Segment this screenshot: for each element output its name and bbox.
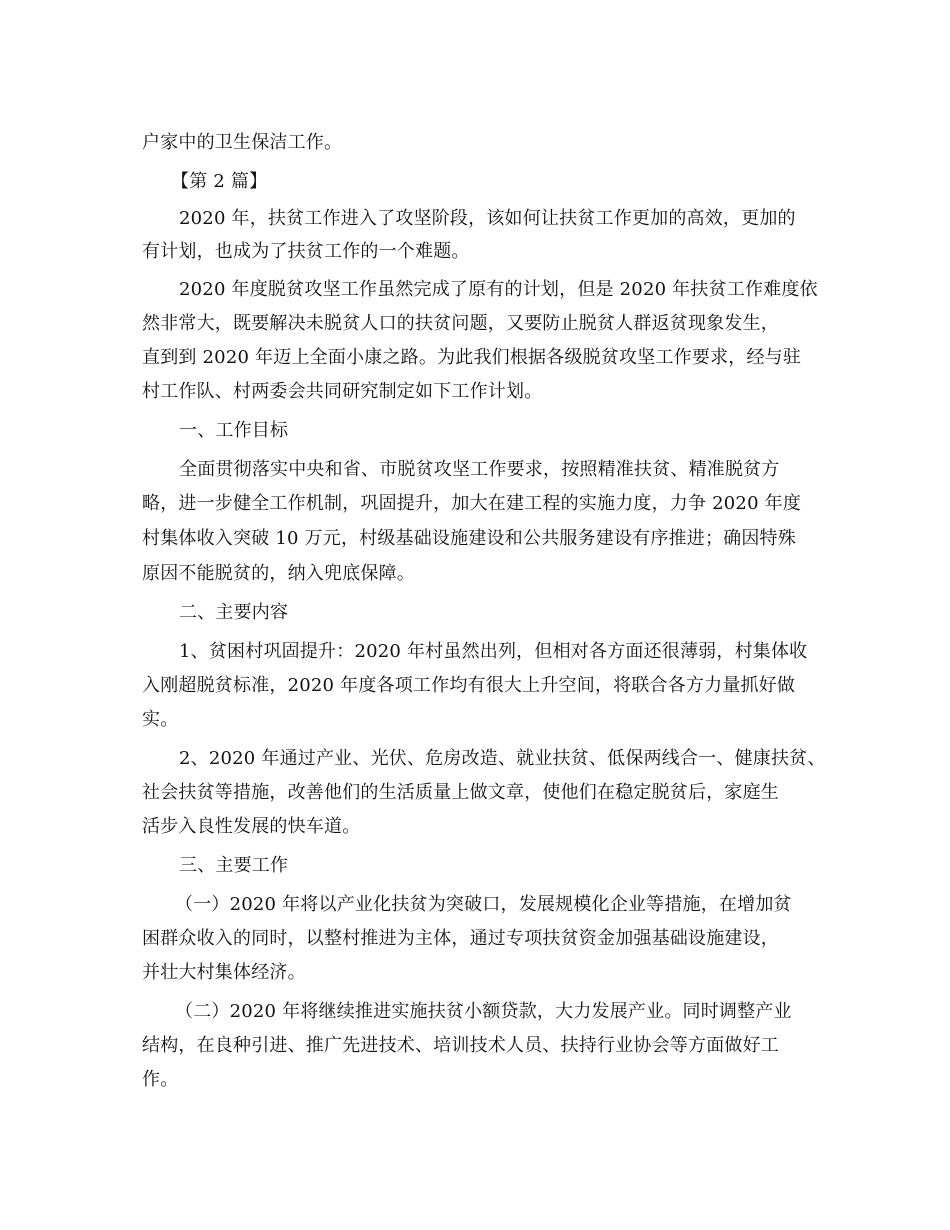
text-line: 村工作队、村两委会共同研究制定如下工作计划。 [142, 381, 543, 402]
text-line: 2020 年度脱贫攻坚工作虽然完成了原有的计划，但是 2020 年扶贫工作难度依 [179, 279, 818, 300]
text-line: 困群众收入的同时，以整村推进为主体，通过专项扶贫资金加强基础设施建设， [142, 928, 779, 949]
text-line: 入刚超脱贫标准，2020 年度各项工作均有很大上升空间，将联合各方力量抓好做 [142, 675, 796, 696]
text-line: 作。 [142, 1069, 179, 1090]
text-line: 并壮大村集体经济。 [142, 962, 306, 983]
text-line: 活步入良性发展的快车道。 [142, 816, 361, 837]
text-line: 然非常大，既要解决未脱贫人口的扶贫问题，又要防止脱贫人群返贫现象发生， [142, 313, 779, 334]
text-line: 2020 年，扶贫工作进入了攻坚阶段，该如何让扶贫工作更加的高效，更加的 [179, 208, 796, 229]
text-line: 户家中的卫生保洁工作。 [142, 132, 343, 153]
section-heading: 三、主要工作 [179, 855, 289, 876]
text-line: （一）2020 年将以产业化扶贫为突破口，发展规模化企业等措施，在增加贫 [175, 894, 792, 915]
text-line: 结构，在良种引进、推广先进技术、培训技术人员、扶持行业协会等方面做好工 [142, 1035, 779, 1056]
text-line: 社会扶贫等措施，改善他们的生活质量上做文章，使他们在稳定脱贫后，家庭生 [142, 782, 779, 803]
text-line: 略，进一步健全工作机制，巩固提升，加大在建工程的实施力度，力争 2020 年度 [142, 493, 802, 514]
text-line: 直到到 2020 年迈上全面小康之路。为此我们根据各级脱贫攻坚工作要求，经与驻 [142, 347, 802, 368]
text-line: 1、贫困村巩固提升：2020 年村虽然出列，但相对各方面还很薄弱，村集体收 [179, 641, 808, 662]
section-heading: 【第 2 篇】 [171, 171, 268, 192]
text-line: 原因不能脱贫的，纳入兜底保障。 [142, 563, 415, 584]
text-line: 2、2020 年通过产业、光伏、危房改造、就业扶贫、低保两线合一、健康扶贫、 [179, 748, 826, 769]
text-line: 全面贯彻落实中央和省、市脱贫攻坚工作要求，按照精准扶贫、精准脱贫方 [179, 459, 780, 480]
text-line: 村集体收入突破 10 万元，村级基础设施建设和公共服务建设有序推进；确因特殊 [142, 528, 796, 549]
text-line: （二）2020 年将继续推进实施扶贫小额贷款，大力发展产业。同时调整产业 [175, 1001, 792, 1022]
section-heading: 二、主要内容 [179, 602, 289, 623]
text-line: 实。 [142, 709, 179, 730]
text-line: 有计划，也成为了扶贫工作的一个难题。 [142, 241, 470, 262]
section-heading: 一、工作目标 [179, 420, 289, 441]
